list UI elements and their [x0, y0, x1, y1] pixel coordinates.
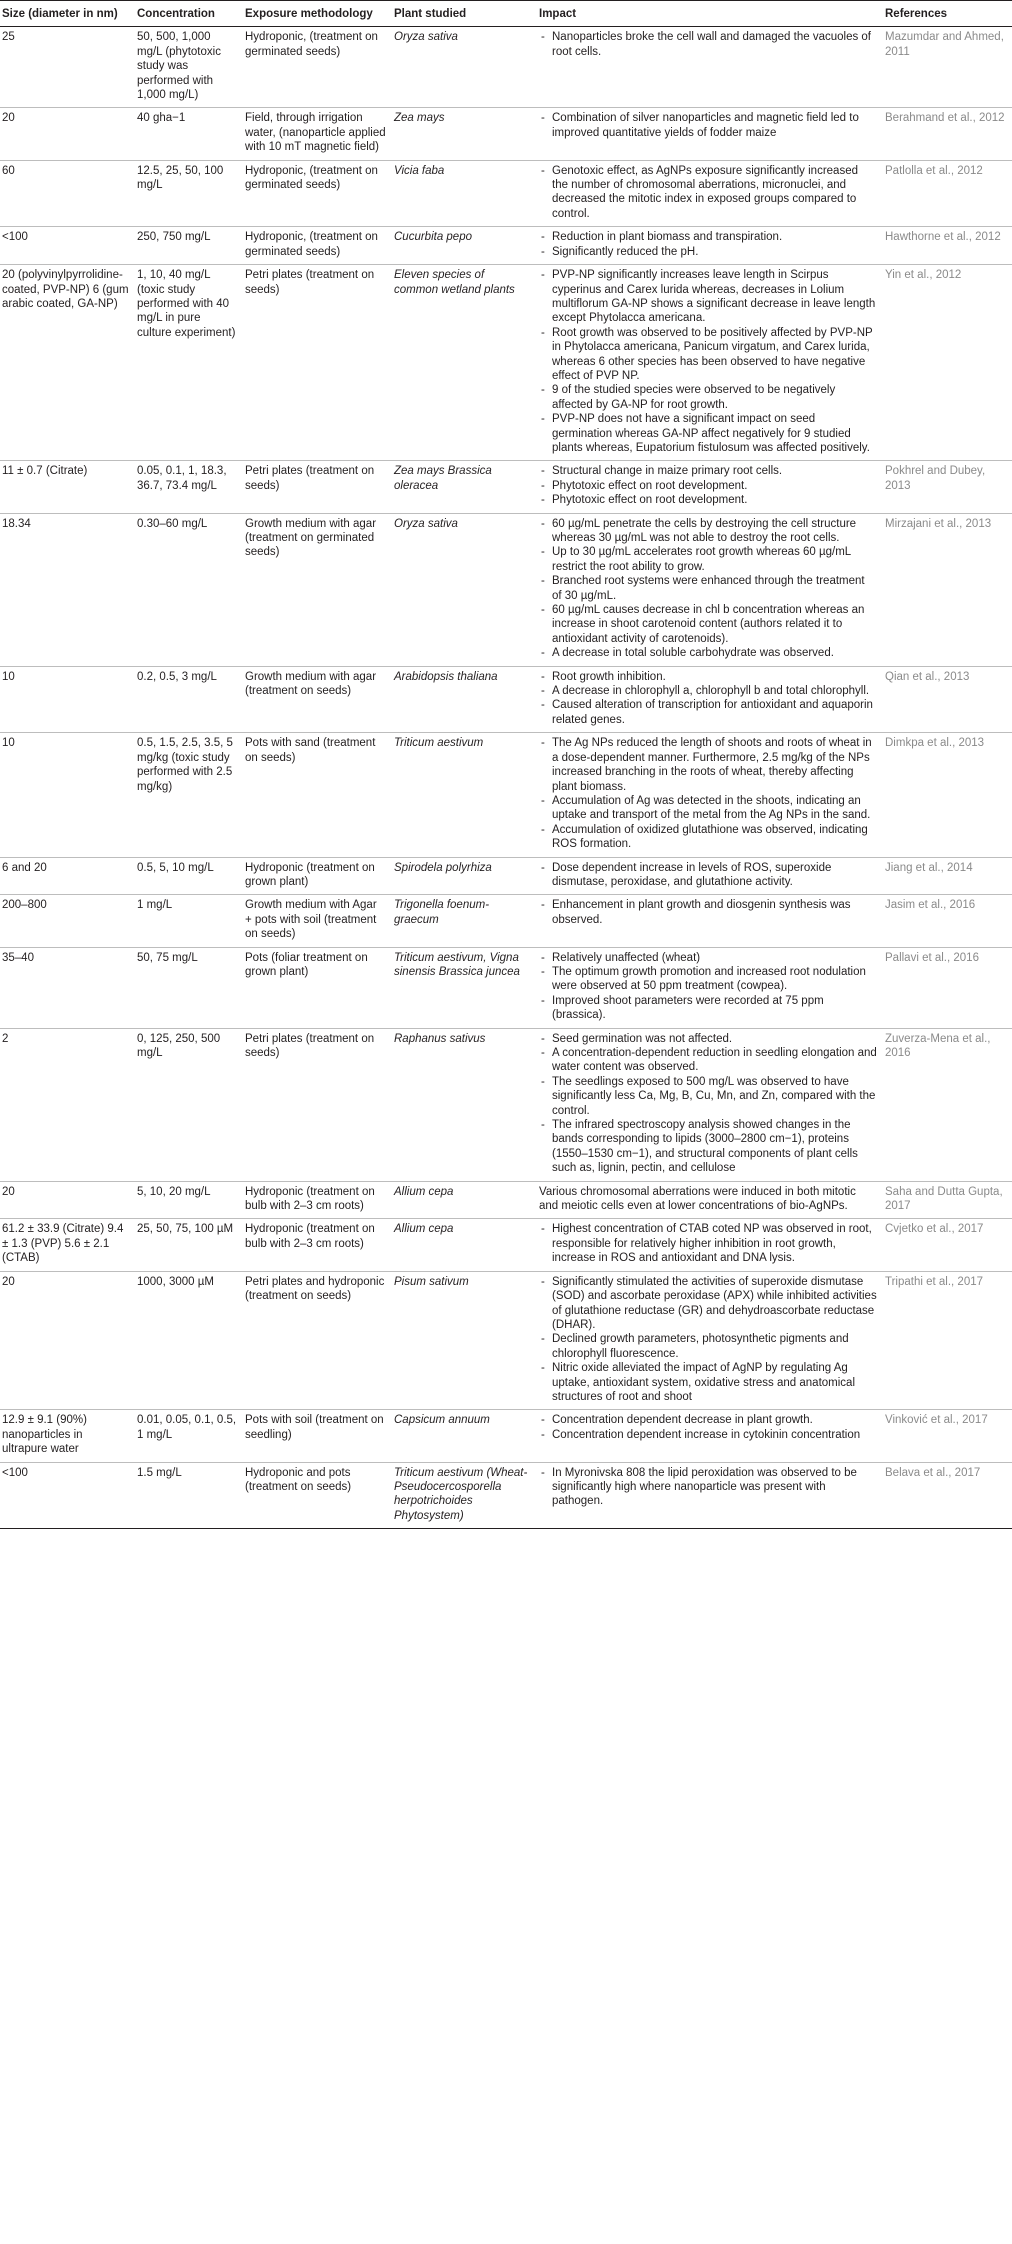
cell-reference: Saha and Dutta Gupta, 2017: [883, 1181, 1012, 1219]
cell-impact: [537, 461, 883, 513]
cell-size: 10: [0, 666, 135, 733]
impact-item: - Accumulation of oxidized glutathione was observed, indicating ROS formation.: [552, 823, 877, 852]
cell-size: 6 and 20: [0, 857, 135, 895]
header-size: Size (diameter in nm): [0, 1, 135, 27]
cell-exposure: Pots with soil (treatment on seedling): [243, 1410, 392, 1462]
cell-impact: [537, 1271, 883, 1410]
impact-list: [539, 1413, 877, 1442]
table-row: [0, 1219, 1012, 1271]
impact-item: - A decrease in chlorophyll a, chlorophyll b and total chlorophyll.: [552, 684, 877, 698]
cell-size: 11 ± 0.7 (Citrate): [0, 461, 135, 513]
cell-concentration: 1 mg/L: [135, 895, 243, 947]
cell-exposure: Hydroponic and pots (treatment on seeds): [243, 1462, 392, 1529]
cell-reference: Zuverza-Mena et al., 2016: [883, 1028, 1012, 1181]
impact-item: - In Myronivska 808 the lipid peroxidation was observed to be significantly high where nanoparticle was present with pathogen.: [552, 1466, 877, 1509]
impact-item: - Root growth was observed to be positively affected by PVP-NP in Phytolacca americana, Panicum virgatum, and Carex lurida, whereas 6 other species has been observed to have negative effect of PVP NP.: [552, 326, 877, 384]
cell-size: 200–800: [0, 895, 135, 947]
impact-item: - Combination of silver nanoparticles and magnetic field led to improved quantitative yields of fodder maize: [552, 111, 877, 140]
cell-impact: [537, 27, 883, 108]
impact-item: - Relatively unaffected (wheat): [552, 951, 877, 965]
cell-plant: Trigonella foenum-graecum: [392, 895, 537, 947]
cell-exposure: Hydroponic, (treatment on germinated seeds): [243, 27, 392, 108]
cell-concentration: 1000, 3000 µM: [135, 1271, 243, 1410]
impact-item: - Enhancement in plant growth and diosgenin synthesis was observed.: [552, 898, 877, 927]
cell-plant: Pisum sativum: [392, 1271, 537, 1410]
cell-impact: [537, 1410, 883, 1462]
cell-size: 20 (polyvinylpyrrolidine-coated, PVP-NP) 6 (gum arabic coated, GA-NP): [0, 265, 135, 461]
table-row: [0, 1271, 1012, 1410]
cell-plant: Eleven species of common wetland plants: [392, 265, 537, 461]
cell-size: 20: [0, 1181, 135, 1219]
cell-reference: Berahmand et al., 2012: [883, 108, 1012, 160]
impact-list: [539, 861, 877, 890]
cell-exposure: Growth medium with Agar + pots with soil (treatment on seeds): [243, 895, 392, 947]
cell-reference: Mazumdar and Ahmed, 2011: [883, 27, 1012, 108]
header-references: References: [883, 1, 1012, 27]
cell-exposure: Hydroponic (treatment on bulb with 2–3 cm roots): [243, 1181, 392, 1219]
table-row: [0, 265, 1012, 461]
impact-text: Various chromosomal aberrations were induced in both mitotic and meiotic cells even at lower concentrations of bio-AgNPs.: [539, 1185, 856, 1213]
cell-impact: [537, 513, 883, 666]
cell-impact: [537, 1028, 883, 1181]
table-row: [0, 27, 1012, 108]
impact-item: - The infrared spectroscopy analysis showed changes in the bands corresponding to lipids (3000–2800 cm−1), proteins (1550–1530 cm−1), and structural components of plant cells such as, lignin, pectin, and cellulose: [552, 1118, 877, 1176]
cell-plant: Triticum aestivum (Wheat-Pseudocercosporella herpotrichoides Phytosystem): [392, 1462, 537, 1529]
impact-item: - Structural change in maize primary root cells.: [552, 464, 877, 478]
cell-exposure: Pots with sand (treatment on seeds): [243, 733, 392, 857]
cell-plant: Triticum aestivum: [392, 733, 537, 857]
cell-plant: Allium cepa: [392, 1219, 537, 1271]
impact-item: - Concentration dependent increase in cytokinin concentration: [552, 1428, 877, 1442]
impact-list: [539, 464, 877, 507]
impact-list: [539, 951, 877, 1023]
cell-plant: Oryza sativa: [392, 27, 537, 108]
cell-concentration: 12.5, 25, 50, 100 mg/L: [135, 160, 243, 227]
cell-exposure: Growth medium with agar (treatment on germinated seeds): [243, 513, 392, 666]
cell-concentration: 50, 75 mg/L: [135, 947, 243, 1028]
cell-impact: [537, 227, 883, 265]
table-row: [0, 857, 1012, 895]
header-plant: Plant studied: [392, 1, 537, 27]
impact-item: - Nitric oxide alleviated the impact of AgNP by regulating Ag uptake, antioxidant system, oxidative stress and anatomical structures of root and shoot: [552, 1361, 877, 1404]
table-row: [0, 733, 1012, 857]
cell-impact: [537, 947, 883, 1028]
impact-list: [539, 670, 877, 728]
cell-plant: Spirodela polyrhiza: [392, 857, 537, 895]
cell-size: 10: [0, 733, 135, 857]
cell-concentration: 1, 10, 40 mg/L (toxic study performed with 40 mg/L in pure culture experiment): [135, 265, 243, 461]
impact-item: - Highest concentration of CTAB coted NP was observed in root, responsible for relatively higher inhibition in root growth, increase in ROS and antioxidant and DNA lysis.: [552, 1222, 877, 1265]
table-row: [0, 227, 1012, 265]
cell-concentration: 0.05, 0.1, 1, 18.3, 36.7, 73.4 mg/L: [135, 461, 243, 513]
impact-list: [539, 111, 877, 140]
impact-item: - 60 µg/mL penetrate the cells by destroying the cell structure whereas 30 µg/mL was not able to destroy the root cells.: [552, 517, 877, 546]
impact-item: - The seedlings exposed to 500 mg/L was observed to have significantly less Ca, Mg, B, Cu, Mn, and Zn, compared with the control.: [552, 1075, 877, 1118]
impact-item: - Reduction in plant biomass and transpiration.: [552, 230, 877, 244]
impact-item: - Nanoparticles broke the cell wall and damaged the vacuoles of root cells.: [552, 30, 877, 59]
cell-plant: Cucurbita pepo: [392, 227, 537, 265]
table-row: [0, 1462, 1012, 1529]
impact-item: - PVP-NP does not have a significant impact on seed germination whereas GA-NP affect negatively for 9 studied plants whereas, Eupatorium fistulosum was affected positively.: [552, 412, 877, 455]
cell-plant: Allium cepa: [392, 1181, 537, 1219]
impact-item: - Genotoxic effect, as AgNPs exposure significantly increased the number of chromosomal aberrations, micronuclei, and decreased the mitotic index in exposed groups compared to control.: [552, 164, 877, 222]
table-row: [0, 461, 1012, 513]
impact-item: - Caused alteration of transcription for antioxidant and aquaporin related genes.: [552, 698, 877, 727]
impact-item: - Improved shoot parameters were recorded at 75 ppm (brassica).: [552, 994, 877, 1023]
cell-size: <100: [0, 1462, 135, 1529]
cell-size: 20: [0, 108, 135, 160]
impact-item: - Phytotoxic effect on root development.: [552, 493, 877, 507]
impact-list: [539, 30, 877, 59]
cell-reference: Qian et al., 2013: [883, 666, 1012, 733]
cell-concentration: 1.5 mg/L: [135, 1462, 243, 1529]
impact-item: - Significantly stimulated the activities of superoxide dismutase (SOD) and ascorbate peroxidase (APX) while inhibited activities of glutathione reductase (GR) and dehydroascorbate reductase (DHAR).: [552, 1275, 877, 1333]
cell-reference: Vinković et al., 2017: [883, 1410, 1012, 1462]
table-row: [0, 1410, 1012, 1462]
cell-impact: [537, 857, 883, 895]
table-row: [0, 895, 1012, 947]
cell-concentration: 25, 50, 75, 100 µM: [135, 1219, 243, 1271]
impact-list: [539, 1275, 877, 1405]
impact-item: - Root growth inhibition.: [552, 670, 877, 684]
cell-reference: Tripathi et al., 2017: [883, 1271, 1012, 1410]
impact-item: - Phytotoxic effect on root development.: [552, 479, 877, 493]
cell-plant: Capsicum annuum: [392, 1410, 537, 1462]
impact-item: - 60 µg/mL causes decrease in chl b concentration whereas an increase in shoot carotenoid content (authors related it to antioxidant activity of carotenoids).: [552, 603, 877, 646]
cell-impact: [537, 265, 883, 461]
cell-concentration: 5, 10, 20 mg/L: [135, 1181, 243, 1219]
cell-reference: Pallavi et al., 2016: [883, 947, 1012, 1028]
cell-impact: [537, 1181, 883, 1219]
cell-reference: Dimkpa et al., 2013: [883, 733, 1012, 857]
cell-size: 25: [0, 27, 135, 108]
cell-size: 12.9 ± 9.1 (90%) nanoparticles in ultrapure water: [0, 1410, 135, 1462]
cell-concentration: 50, 500, 1,000 mg/L (phytotoxic study was performed with 1,000 mg/L): [135, 27, 243, 108]
cell-plant: Raphanus sativus: [392, 1028, 537, 1181]
impact-item: - The optimum growth promotion and increased root nodulation were observed at 50 ppm treatment (cowpea).: [552, 965, 877, 994]
cell-plant: Triticum aestivum, Vigna sinensis Brassica juncea: [392, 947, 537, 1028]
table-body: [0, 27, 1012, 1529]
cell-plant: Zea mays: [392, 108, 537, 160]
impact-item: - Concentration dependent decrease in plant growth.: [552, 1413, 877, 1427]
cell-plant: Arabidopsis thaliana: [392, 666, 537, 733]
cell-concentration: 0.2, 0.5, 3 mg/L: [135, 666, 243, 733]
cell-plant: Zea mays Brassica oleracea: [392, 461, 537, 513]
cell-exposure: Hydroponic, (treatment on germinated seeds): [243, 227, 392, 265]
table-row: [0, 666, 1012, 733]
impact-list: [539, 1032, 877, 1176]
impact-list: [539, 736, 877, 851]
impact-item: - Declined growth parameters, photosynthetic pigments and chlorophyll fluorescence.: [552, 1332, 877, 1361]
impact-item: - A concentration-dependent reduction in seedling elongation and water content was observed.: [552, 1046, 877, 1075]
cell-reference: Belava et al., 2017: [883, 1462, 1012, 1529]
cell-exposure: Hydroponic (treatment on grown plant): [243, 857, 392, 895]
cell-reference: Jiang et al., 2014: [883, 857, 1012, 895]
cell-exposure: Hydroponic (treatment on bulb with 2–3 cm roots): [243, 1219, 392, 1271]
cell-impact: [537, 1462, 883, 1529]
cell-plant: Oryza sativa: [392, 513, 537, 666]
cell-impact: [537, 733, 883, 857]
cell-reference: Mirzajani et al., 2013: [883, 513, 1012, 666]
cell-exposure: Petri plates (treatment on seeds): [243, 265, 392, 461]
table-row: [0, 1181, 1012, 1219]
cell-exposure: Petri plates and hydroponic (treatment on seeds): [243, 1271, 392, 1410]
cell-size: 60: [0, 160, 135, 227]
cell-reference: Yin et al., 2012: [883, 265, 1012, 461]
cell-size: 35–40: [0, 947, 135, 1028]
cell-exposure: Field, through irrigation water, (nanoparticle applied with 10 mT magnetic field): [243, 108, 392, 160]
cell-concentration: 0.30–60 mg/L: [135, 513, 243, 666]
impact-item: - Seed germination was not affected.: [552, 1032, 877, 1046]
impact-item: - PVP-NP significantly increases leave length in Scirpus cyperinus and Carex lurida whereas, decreases in Lolium multiflorum GA-NP shows a significant decrease in leave length except Phytolacca americana.: [552, 268, 877, 326]
cell-reference: Hawthorne et al., 2012: [883, 227, 1012, 265]
cell-exposure: Pots (foliar treatment on grown plant): [243, 947, 392, 1028]
impact-item: - Up to 30 µg/mL accelerates root growth whereas 60 µg/mL restrict the root ability to grow.: [552, 545, 877, 574]
table-row: [0, 947, 1012, 1028]
header-row: [0, 1, 1012, 27]
cell-size: <100: [0, 227, 135, 265]
impact-list: [539, 517, 877, 661]
cell-impact: [537, 108, 883, 160]
cell-concentration: 250, 750 mg/L: [135, 227, 243, 265]
cell-concentration: 0.01, 0.05, 0.1, 0.5, 1 mg/L: [135, 1410, 243, 1462]
impact-list: [539, 164, 877, 222]
table-row: [0, 160, 1012, 227]
cell-size: 20: [0, 1271, 135, 1410]
impact-list: [539, 898, 877, 927]
cell-plant: Vicia faba: [392, 160, 537, 227]
impact-item: - A decrease in total soluble carbohydrate was observed.: [552, 646, 877, 660]
table-row: [0, 513, 1012, 666]
impact-item: - 9 of the studied species were observed to be negatively affected by GA-NP for root growth.: [552, 383, 877, 412]
impact-list: [539, 268, 877, 455]
table-row: [0, 1028, 1012, 1181]
header-concentration: Concentration: [135, 1, 243, 27]
cell-impact: [537, 160, 883, 227]
cell-size: 2: [0, 1028, 135, 1181]
impact-list: [539, 1466, 877, 1509]
cell-size: 18.34: [0, 513, 135, 666]
impact-item: - Significantly reduced the pH.: [552, 245, 877, 259]
cell-concentration: 0.5, 5, 10 mg/L: [135, 857, 243, 895]
impact-list: [539, 230, 877, 259]
header-exposure: Exposure methodology: [243, 1, 392, 27]
header-impact: Impact: [537, 1, 883, 27]
cell-exposure: Growth medium with agar (treatment on seeds): [243, 666, 392, 733]
cell-impact: [537, 1219, 883, 1271]
cell-reference: Pokhrel and Dubey, 2013: [883, 461, 1012, 513]
cell-concentration: 0.5, 1.5, 2.5, 3.5, 5 mg/kg (toxic study performed with 2.5 mg/kg): [135, 733, 243, 857]
cell-reference: Patlolla et al., 2012: [883, 160, 1012, 227]
cell-exposure: Hydroponic, (treatment on germinated seeds): [243, 160, 392, 227]
cell-exposure: Petri plates (treatment on seeds): [243, 1028, 392, 1181]
cell-size: 61.2 ± 33.9 (Citrate) 9.4 ± 1.3 (PVP) 5.6 ± 2.1 (CTAB): [0, 1219, 135, 1271]
impact-item: - Branched root systems were enhanced through the treatment of 30 µg/mL.: [552, 574, 877, 603]
cell-concentration: 40 gha−1: [135, 108, 243, 160]
cell-exposure: Petri plates (treatment on seeds): [243, 461, 392, 513]
impact-item: - Accumulation of Ag was detected in the shoots, indicating an uptake and transport of the metal from the Ag NPs in the sand.: [552, 794, 877, 823]
impact-item: - Dose dependent increase in levels of ROS, superoxide dismutase, peroxidase, and glutathione activity.: [552, 861, 877, 890]
impact-list: [539, 1222, 877, 1265]
cell-impact: [537, 666, 883, 733]
table-row: [0, 108, 1012, 160]
cell-concentration: 0, 125, 250, 500 mg/L: [135, 1028, 243, 1181]
impact-item: - The Ag NPs reduced the length of shoots and roots of wheat in a dose-dependent manner. Furthermore, 2.5 mg/kg of the NPs increased branching in the roots of wheat, thereby affecting plant biomass.: [552, 736, 877, 794]
cell-impact: [537, 895, 883, 947]
cell-reference: Cvjetko et al., 2017: [883, 1219, 1012, 1271]
cell-reference: Jasim et al., 2016: [883, 895, 1012, 947]
